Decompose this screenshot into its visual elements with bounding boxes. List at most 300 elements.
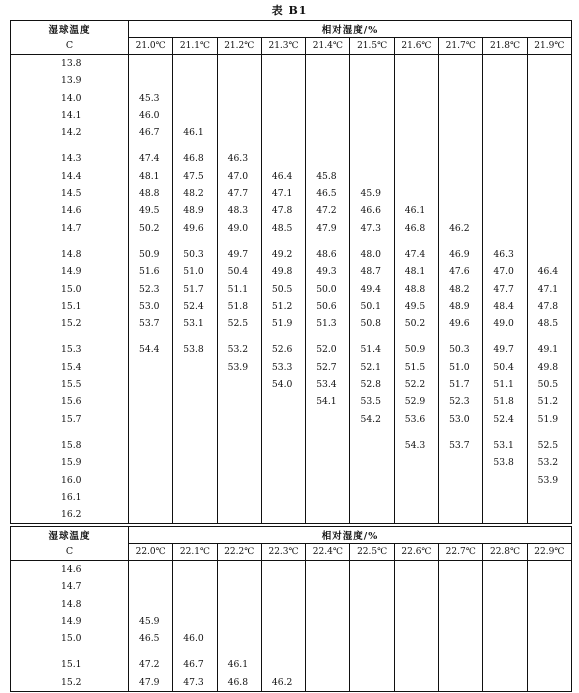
temperature-header: 22.7℃ — [439, 544, 483, 561]
humidity-cell: 49.5 — [394, 298, 438, 315]
humidity-cell — [306, 454, 350, 471]
wet-bulb-value: 15.0 — [61, 283, 82, 295]
wet-bulb-value: 15.6 — [61, 396, 82, 408]
humidity-cell — [483, 55, 527, 73]
humidity-cell — [483, 472, 527, 489]
humidity-cell — [129, 411, 173, 428]
humidity-cell — [173, 55, 217, 73]
humidity-cell — [439, 72, 483, 89]
humidity-cell — [261, 506, 305, 524]
relative-humidity-header: 相对湿度/% — [129, 21, 572, 38]
humidity-cell — [217, 393, 261, 410]
humidity-cell: 52.3 — [129, 281, 173, 298]
humidity-cell: 49.6 — [173, 220, 217, 237]
table-row — [11, 376, 572, 393]
humidity-cell — [483, 150, 527, 167]
humidity-cell — [439, 185, 483, 202]
humidity-cell — [261, 489, 305, 506]
humidity-cell: 52.3 — [439, 393, 483, 410]
wet-bulb-value: 13.9 — [61, 75, 82, 87]
humidity-cell — [217, 411, 261, 428]
humidity-cell — [261, 472, 305, 489]
humidity-cell: 48.9 — [439, 298, 483, 315]
humidity-cell: 51.6 — [129, 263, 173, 280]
wet-bulb-value: 16.1 — [61, 491, 82, 503]
humidity-cell — [350, 150, 394, 167]
humidity-cell — [306, 55, 350, 73]
humidity-cell: 49.5 — [129, 202, 173, 219]
humidity-cell: 49.1 — [527, 341, 571, 358]
humidity-cell — [350, 472, 394, 489]
humidity-cell — [217, 630, 261, 647]
humidity-cell — [527, 107, 571, 124]
table-row — [11, 246, 572, 263]
humidity-cell: 51.5 — [394, 359, 438, 376]
humidity-cell: 47.0 — [483, 263, 527, 280]
humidity-cell: 46.5 — [129, 630, 173, 647]
humidity-cell: 53.6 — [394, 411, 438, 428]
humidity-cell — [483, 185, 527, 202]
humidity-cell: 53.8 — [173, 341, 217, 358]
humidity-cell — [217, 506, 261, 524]
humidity-cell: 47.7 — [483, 281, 527, 298]
humidity-cell — [261, 613, 305, 630]
humidity-cell — [439, 613, 483, 630]
humidity-cell: 47.5 — [173, 168, 217, 185]
humidity-cell — [483, 168, 527, 185]
humidity-cell — [306, 489, 350, 506]
humidity-cell — [394, 506, 438, 524]
wet-bulb-value: 15.3 — [61, 344, 82, 356]
temperature-header: 21.4℃ — [306, 38, 350, 55]
humidity-cell — [394, 168, 438, 185]
wet-bulb-value: 15.0 — [61, 633, 82, 645]
humidity-cell: 54.0 — [261, 376, 305, 393]
humidity-cell — [129, 55, 173, 73]
humidity-cell: 46.1 — [173, 124, 217, 141]
table-row — [11, 561, 572, 579]
humidity-cell — [350, 124, 394, 141]
humidity-cell: 46.4 — [527, 263, 571, 280]
humidity-cell — [261, 656, 305, 673]
humidity-cell — [306, 578, 350, 595]
humidity-cell — [173, 72, 217, 89]
humidity-cell — [306, 150, 350, 167]
humidity-cell — [173, 596, 217, 613]
humidity-cell: 50.0 — [306, 281, 350, 298]
humidity-cell — [173, 90, 217, 107]
humidity-cell: 46.0 — [129, 107, 173, 124]
humidity-cell: 49.7 — [217, 246, 261, 263]
humidity-cell — [483, 506, 527, 524]
humidity-cell — [350, 656, 394, 673]
humidity-cell: 53.1 — [173, 315, 217, 332]
wet-bulb-value: 16.0 — [61, 474, 82, 486]
humidity-cell — [217, 90, 261, 107]
humidity-cell: 47.3 — [350, 220, 394, 237]
humidity-cell — [483, 489, 527, 506]
humidity-cell — [217, 55, 261, 73]
humidity-cell — [261, 393, 305, 410]
humidity-cell — [350, 168, 394, 185]
humidity-cell — [173, 472, 217, 489]
wet-bulb-value: 15.2 — [61, 676, 82, 688]
humidity-cell — [350, 72, 394, 89]
temperature-header: 22.4℃ — [306, 544, 350, 561]
humidity-cell: 48.0 — [350, 246, 394, 263]
humidity-cell — [261, 55, 305, 73]
humidity-cell — [350, 630, 394, 647]
table-row — [11, 185, 572, 202]
table-row — [11, 393, 572, 410]
humidity-cell — [261, 124, 305, 141]
humidity-cell — [261, 578, 305, 595]
humidity-cell — [129, 506, 173, 524]
humidity-cell: 47.3 — [173, 674, 217, 692]
humidity-cell — [527, 613, 571, 630]
wet-bulb-value: 15.8 — [61, 439, 82, 451]
humidity-cell — [483, 630, 527, 647]
humidity-cell: 52.5 — [217, 315, 261, 332]
humidity-cell — [306, 506, 350, 524]
humidity-cell: 47.2 — [306, 202, 350, 219]
table-row — [11, 656, 572, 673]
humidity-cell — [439, 506, 483, 524]
humidity-cell: 48.2 — [439, 281, 483, 298]
humidity-cell — [394, 90, 438, 107]
humidity-cell: 47.0 — [217, 168, 261, 185]
humidity-cell — [439, 578, 483, 595]
table-row — [11, 506, 572, 524]
humidity-cell — [394, 489, 438, 506]
group-gap — [11, 428, 572, 437]
humidity-cell — [527, 185, 571, 202]
humidity-cell: 50.1 — [350, 298, 394, 315]
humidity-cell — [527, 561, 571, 579]
humidity-cell: 53.2 — [217, 341, 261, 358]
humidity-cell: 50.2 — [394, 315, 438, 332]
wet-bulb-value: 15.9 — [61, 457, 82, 469]
humidity-cell — [350, 613, 394, 630]
humidity-cell — [350, 489, 394, 506]
humidity-cell — [527, 202, 571, 219]
table-row — [11, 263, 572, 280]
humidity-cell — [527, 124, 571, 141]
humidity-cell: 45.8 — [306, 168, 350, 185]
humidity-cell: 46.2 — [261, 674, 305, 692]
humidity-cell: 51.2 — [261, 298, 305, 315]
wet-bulb-value: 14.0 — [61, 92, 82, 104]
humidity-cell — [129, 472, 173, 489]
humidity-cell: 53.0 — [129, 298, 173, 315]
unit-label: C — [11, 544, 129, 561]
humidity-cell: 48.6 — [306, 246, 350, 263]
humidity-cell — [439, 454, 483, 471]
humidity-cell — [527, 150, 571, 167]
humidity-cell: 52.5 — [527, 437, 571, 454]
humidity-cell — [394, 150, 438, 167]
humidity-cell: 51.1 — [217, 281, 261, 298]
humidity-cell: 51.3 — [306, 315, 350, 332]
humidity-cell — [439, 656, 483, 673]
humidity-cell: 50.6 — [306, 298, 350, 315]
humidity-cell — [394, 630, 438, 647]
wet-bulb-value: 14.7 — [61, 581, 82, 593]
humidity-cell: 46.3 — [217, 150, 261, 167]
group-gap — [11, 141, 572, 150]
humidity-cell: 50.3 — [439, 341, 483, 358]
humidity-cell — [173, 506, 217, 524]
humidity-cell — [350, 437, 394, 454]
humidity-cell: 46.7 — [173, 656, 217, 673]
humidity-cell — [173, 437, 217, 454]
humidity-cell: 54.3 — [394, 437, 438, 454]
humidity-cell: 48.1 — [394, 263, 438, 280]
humidity-cell: 52.8 — [350, 376, 394, 393]
humidity-cell: 47.4 — [394, 246, 438, 263]
humidity-cell — [527, 656, 571, 673]
wet-bulb-header: 湿球温度 — [48, 25, 91, 37]
humidity-cell — [217, 472, 261, 489]
humidity-cell — [439, 472, 483, 489]
humidity-cell — [306, 561, 350, 579]
humidity-cell — [350, 578, 394, 595]
humidity-cell: 53.5 — [350, 393, 394, 410]
humidity-cell — [439, 630, 483, 647]
humidity-cell: 54.1 — [306, 393, 350, 410]
humidity-cell: 53.8 — [483, 454, 527, 471]
wet-bulb-value: 13.8 — [61, 58, 82, 69]
unit-label: C — [11, 38, 129, 55]
humidity-cell — [350, 55, 394, 73]
humidity-cell — [350, 107, 394, 124]
humidity-cell — [439, 596, 483, 613]
wet-bulb-value: 14.6 — [61, 564, 82, 575]
humidity-cell: 53.1 — [483, 437, 527, 454]
table-row — [11, 578, 572, 595]
wet-bulb-value: 16.2 — [61, 509, 82, 521]
humidity-cell: 51.0 — [439, 359, 483, 376]
wet-bulb-value: 15.7 — [61, 413, 82, 425]
humidity-cell — [527, 168, 571, 185]
humidity-cell — [306, 437, 350, 454]
humidity-cell: 53.0 — [439, 411, 483, 428]
humidity-cell: 48.8 — [129, 185, 173, 202]
humidity-cell — [483, 656, 527, 673]
humidity-cell: 47.6 — [439, 263, 483, 280]
humidity-cell: 52.9 — [394, 393, 438, 410]
humidity-cell: 53.2 — [527, 454, 571, 471]
humidity-cell — [394, 613, 438, 630]
humidity-cell — [306, 411, 350, 428]
humidity-cell: 51.7 — [173, 281, 217, 298]
humidity-cell: 47.7 — [217, 185, 261, 202]
table-row — [11, 489, 572, 506]
humidity-cell — [350, 596, 394, 613]
humidity-cell: 52.2 — [394, 376, 438, 393]
temperature-header: 21.0℃ — [129, 38, 173, 55]
humidity-cell: 46.8 — [394, 220, 438, 237]
humidity-cell: 45.9 — [350, 185, 394, 202]
wet-bulb-value: 14.9 — [61, 615, 82, 627]
humidity-cell — [261, 630, 305, 647]
group-gap — [11, 237, 572, 246]
humidity-cell: 46.1 — [217, 656, 261, 673]
table-row — [11, 55, 572, 73]
humidity-cell: 51.0 — [173, 263, 217, 280]
humidity-cell — [306, 107, 350, 124]
humidity-cell — [261, 454, 305, 471]
table-row — [11, 341, 572, 358]
humidity-cell: 52.4 — [483, 411, 527, 428]
humidity-cell: 50.8 — [350, 315, 394, 332]
table-row — [11, 315, 572, 332]
humidity-cell — [261, 411, 305, 428]
humidity-cell — [527, 674, 571, 692]
humidity-cell — [394, 55, 438, 73]
humidity-cell — [394, 454, 438, 471]
temperature-header: 21.1℃ — [173, 38, 217, 55]
humidity-cell — [483, 596, 527, 613]
humidity-cell: 48.5 — [527, 315, 571, 332]
humidity-cell: 45.9 — [129, 613, 173, 630]
humidity-cell: 46.7 — [129, 124, 173, 141]
humidity-cell — [439, 489, 483, 506]
humidity-cell: 49.8 — [527, 359, 571, 376]
table-row — [11, 124, 572, 141]
humidity-cell — [217, 596, 261, 613]
humidity-cell — [173, 107, 217, 124]
wet-bulb-value: 14.9 — [61, 266, 82, 278]
humidity-cell: 47.8 — [261, 202, 305, 219]
humidity-cell: 48.7 — [350, 263, 394, 280]
humidity-cell: 50.5 — [527, 376, 571, 393]
table-row — [11, 202, 572, 219]
humidity-cell — [217, 561, 261, 579]
humidity-cell: 47.9 — [129, 674, 173, 692]
humidity-cell — [394, 124, 438, 141]
temperature-header: 21.6℃ — [394, 38, 438, 55]
humidity-cell: 50.5 — [261, 281, 305, 298]
humidity-cell — [217, 437, 261, 454]
humidity-cell: 51.8 — [217, 298, 261, 315]
temperature-header: 21.9℃ — [527, 38, 571, 55]
humidity-cell — [394, 656, 438, 673]
humidity-cell — [483, 90, 527, 107]
humidity-cell: 53.7 — [439, 437, 483, 454]
humidity-cell — [527, 55, 571, 73]
table-row — [11, 281, 572, 298]
temperature-header: 21.2℃ — [217, 38, 261, 55]
temperature-header: 22.8℃ — [483, 544, 527, 561]
humidity-cell — [394, 472, 438, 489]
humidity-cell: 51.4 — [350, 341, 394, 358]
humidity-cell — [483, 561, 527, 579]
humidity-cell: 50.4 — [483, 359, 527, 376]
temperature-header: 22.2℃ — [217, 544, 261, 561]
humidity-cell — [483, 220, 527, 237]
humidity-cell — [394, 107, 438, 124]
humidity-cell: 46.1 — [394, 202, 438, 219]
humidity-cell — [439, 55, 483, 73]
table-row — [11, 411, 572, 428]
humidity-cell: 48.3 — [217, 202, 261, 219]
table-row — [11, 472, 572, 489]
humidity-cell — [527, 90, 571, 107]
table-row — [11, 359, 572, 376]
humidity-cell — [439, 561, 483, 579]
humidity-cell — [217, 454, 261, 471]
humidity-cell — [439, 150, 483, 167]
temperature-header: 21.5℃ — [350, 38, 394, 55]
humidity-cell — [527, 72, 571, 89]
temperature-header: 22.1℃ — [173, 544, 217, 561]
humidity-cell: 49.0 — [483, 315, 527, 332]
humidity-cell — [527, 596, 571, 613]
humidity-cell: 48.1 — [129, 168, 173, 185]
humidity-cell — [483, 202, 527, 219]
humidity-cell: 52.4 — [173, 298, 217, 315]
humidity-cell: 53.3 — [261, 359, 305, 376]
humidity-cell: 49.7 — [483, 341, 527, 358]
humidity-cell: 48.8 — [394, 281, 438, 298]
humidity-cell: 52.0 — [306, 341, 350, 358]
humidity-cell: 47.9 — [306, 220, 350, 237]
humidity-cell — [261, 72, 305, 89]
humidity-cell — [483, 674, 527, 692]
humidity-cell: 53.9 — [527, 472, 571, 489]
humidity-cell — [217, 489, 261, 506]
humidity-cell: 46.2 — [439, 220, 483, 237]
humidity-cell — [129, 489, 173, 506]
table-row — [11, 150, 572, 167]
humidity-cell — [527, 489, 571, 506]
humidity-cell — [217, 107, 261, 124]
humidity-cell: 46.5 — [306, 185, 350, 202]
humidity-cell — [217, 124, 261, 141]
humidity-cell: 46.8 — [173, 150, 217, 167]
humidity-cell — [306, 90, 350, 107]
humidity-cell — [527, 578, 571, 595]
humidity-cell — [439, 107, 483, 124]
humidity-cell: 50.9 — [394, 341, 438, 358]
table-title: 表 B1 — [271, 4, 308, 17]
temperature-header: 22.3℃ — [261, 544, 305, 561]
table-row — [11, 168, 572, 185]
humidity-cell: 51.8 — [483, 393, 527, 410]
humidity-cell — [483, 124, 527, 141]
wet-bulb-value: 14.4 — [61, 170, 82, 182]
humidity-cell — [217, 613, 261, 630]
wet-bulb-value: 14.1 — [61, 109, 82, 121]
humidity-cell: 51.2 — [527, 393, 571, 410]
humidity-cell — [394, 578, 438, 595]
humidity-cell — [394, 674, 438, 692]
humidity-table-1 — [10, 20, 572, 524]
humidity-cell — [173, 613, 217, 630]
humidity-cell — [306, 596, 350, 613]
humidity-cell — [394, 561, 438, 579]
temperature-header: 22.6℃ — [394, 544, 438, 561]
temperature-header: 21.7℃ — [439, 38, 483, 55]
humidity-cell — [173, 411, 217, 428]
humidity-cell — [173, 561, 217, 579]
humidity-cell: 46.3 — [483, 246, 527, 263]
humidity-cell — [261, 596, 305, 613]
humidity-cell — [261, 561, 305, 579]
table-row — [11, 630, 572, 647]
table-row — [11, 674, 572, 692]
